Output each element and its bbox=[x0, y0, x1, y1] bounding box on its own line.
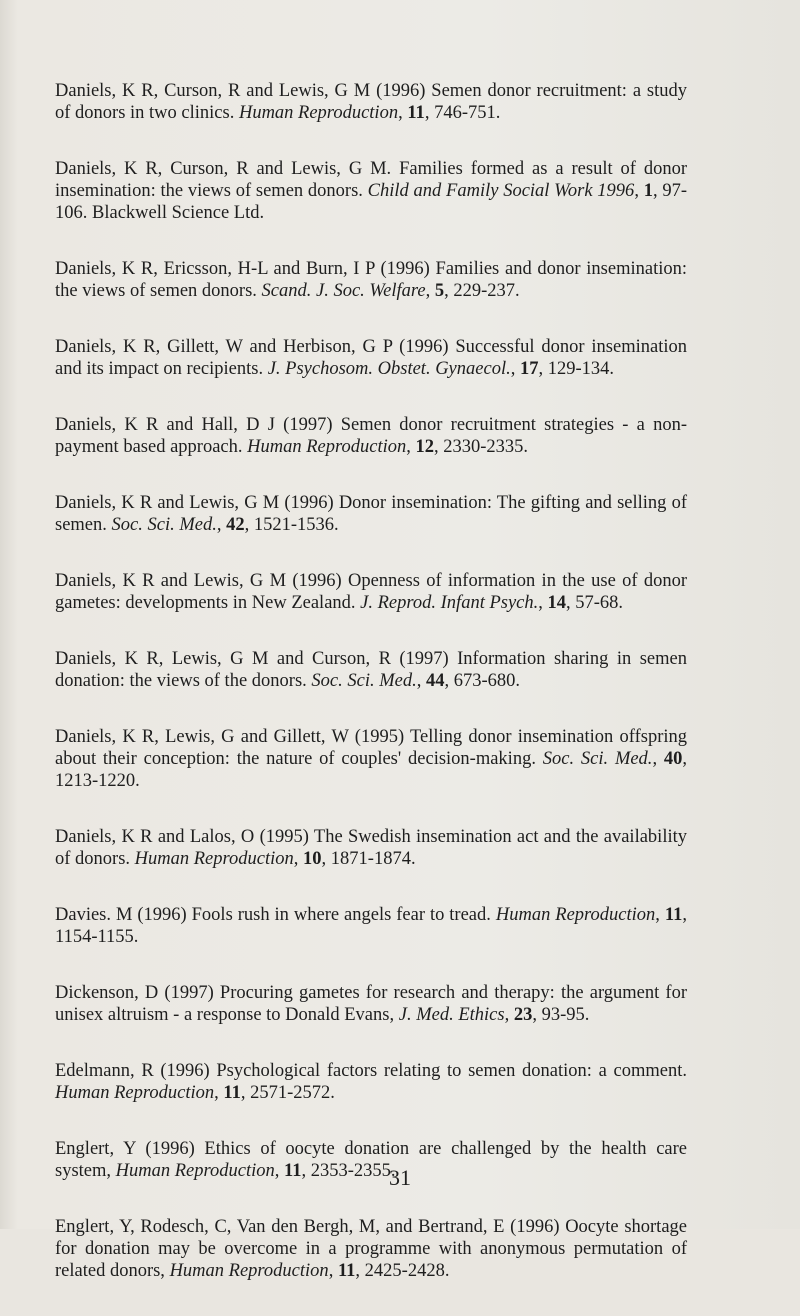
reference-journal: Human Reproduction bbox=[238, 103, 399, 123]
reference-journal: Human Reproduction bbox=[115, 1161, 275, 1181]
reference-entry bbox=[55, 726, 687, 792]
reference-volume: 14 bbox=[547, 593, 567, 613]
reference-volume: 11 bbox=[664, 905, 683, 925]
reference-pages: , 746-751. bbox=[424, 103, 501, 123]
reference-entry bbox=[55, 648, 687, 692]
reference-journal: Soc. Sci. Med. bbox=[542, 749, 653, 769]
reference-pages: , 1154-1155. bbox=[55, 905, 687, 947]
reference-entry bbox=[55, 904, 687, 948]
reference-separator: , bbox=[328, 1261, 338, 1281]
reference-entry bbox=[55, 570, 687, 614]
reference-journal: J. Med. Ethics bbox=[398, 1005, 505, 1025]
reference-journal: Soc. Sci. Med. bbox=[111, 515, 217, 535]
reference-pages: , 57-68. bbox=[566, 593, 624, 613]
reference-text: Daniels, K R and Hall, D J (1997) Semen donor recruitment strategies - a non-payment based approach. bbox=[55, 415, 687, 457]
reference-text: Dickenson, D (1997) Procuring gametes for research and therapy: the argument for unisex altruism - a response to Donald Evans, bbox=[55, 983, 687, 1025]
reference-separator: , bbox=[416, 671, 426, 691]
reference-separator: , bbox=[652, 749, 664, 769]
reference-text: Daniels, K R, Ericsson, H-L and Burn, I P (1996) Families and donor insemination: the views of semen donors. bbox=[55, 259, 687, 301]
reference-volume: 40 bbox=[663, 749, 683, 769]
reference-volume: 11 bbox=[284, 1161, 302, 1181]
reference-volume: 42 bbox=[226, 515, 245, 535]
reference-volume: 1 bbox=[643, 181, 653, 201]
reference-pages: , 229-237. bbox=[444, 281, 520, 301]
page-number: 31 bbox=[389, 1165, 411, 1190]
reference-journal: Human Reproduction bbox=[169, 1261, 329, 1281]
reference-text: Daniels, K R, Lewis, G and Gillett, W (1995) Telling donor insemination offspring about their conception: the nature of couples' decision-making. bbox=[55, 727, 687, 769]
reference-separator: , bbox=[214, 1083, 224, 1103]
reference-volume: 17 bbox=[519, 359, 539, 379]
reference-text: Englert, Y, Rodesch, C, Van den Bergh, M, and Bertrand, E (1996) Oocyte shortage for donation may be overcome in a programme with anonymous permutation of related donors, bbox=[55, 1217, 687, 1281]
reference-entry bbox=[55, 336, 687, 380]
reference-separator: , bbox=[538, 593, 548, 613]
reference-text: Daniels, K R, Curson, R and Lewis, G M (1996) Semen donor recruitment: a study of donors in two clinics. bbox=[55, 81, 687, 123]
reference-volume: 5 bbox=[434, 281, 445, 301]
reference-entry bbox=[55, 1216, 687, 1282]
reference-entry bbox=[55, 80, 687, 124]
reference-separator: , bbox=[406, 437, 416, 457]
reference-pages: , 97-106. Blackwell Science Ltd. bbox=[55, 181, 687, 223]
reference-separator: , bbox=[425, 281, 435, 301]
reference-entry bbox=[55, 826, 687, 870]
reference-volume: 12 bbox=[415, 437, 434, 457]
reference-pages: , 673-680. bbox=[444, 671, 520, 691]
reference-entry bbox=[55, 258, 687, 302]
reference-journal: J. Reprod. Infant Psych. bbox=[360, 593, 539, 613]
reference-journal: Child and Family Social Work 1996 bbox=[367, 181, 635, 201]
reference-journal: Soc. Sci. Med. bbox=[311, 671, 417, 691]
reference-pages: , 2571-2572. bbox=[240, 1083, 335, 1103]
reference-pages: , 1521-1536. bbox=[244, 515, 339, 535]
reference-separator: , bbox=[398, 103, 408, 123]
reference-volume: 44 bbox=[425, 671, 445, 691]
reference-separator: , bbox=[655, 905, 665, 925]
reference-pages: , 93-95. bbox=[532, 1005, 590, 1025]
reference-list bbox=[55, 80, 687, 1316]
reference-journal: Scand. J. Soc. Welfare bbox=[261, 281, 426, 301]
reference-separator: , bbox=[504, 1005, 514, 1025]
reference-text: Daniels, K R and Lewis, G M (1996) Openness of information in the use of donor gametes: developments in New Zealand. bbox=[55, 571, 687, 613]
reference-entry bbox=[55, 414, 687, 458]
reference-text: Edelmann, R (1996) Psychological factors relating to semen donation: a comment. bbox=[55, 1061, 687, 1081]
reference-separator: , bbox=[510, 359, 520, 379]
reference-volume: 11 bbox=[407, 103, 425, 123]
reference-journal: J. Psychosom. Obstet. Gynaecol. bbox=[267, 359, 511, 379]
reference-journal: Human Reproduction bbox=[134, 849, 294, 869]
reference-pages: , 2425-2428. bbox=[355, 1261, 450, 1281]
reference-text: Daniels, K R, Lewis, G M and Curson, R (1997) Information sharing in semen donation: the views of the donors. bbox=[55, 649, 687, 691]
reference-entry bbox=[55, 982, 687, 1026]
reference-separator: , bbox=[634, 181, 644, 201]
reference-separator: , bbox=[293, 849, 304, 869]
reference-volume: 11 bbox=[223, 1083, 241, 1103]
reference-pages: , 2353-2355. bbox=[301, 1161, 396, 1181]
reference-text: Englert, Y (1996) Ethics of oocyte donation are challenged by the health care system, bbox=[55, 1139, 687, 1181]
reference-pages: , 129-134. bbox=[538, 359, 615, 379]
reference-entry bbox=[55, 492, 687, 536]
reference-journal: Human Reproduction bbox=[55, 1083, 215, 1103]
reference-text: Daniels, K R, Gillett, W and Herbison, G P (1996) Successful donor insemination and its impact on recipients. bbox=[55, 337, 687, 379]
reference-journal: Human Reproduction bbox=[495, 905, 656, 925]
reference-text: Daniels, K R, Curson, R and Lewis, G M. Families formed as a result of donor insemination: the views of semen donors. bbox=[55, 159, 687, 201]
reference-text: Daniels, K R and Lalos, O (1995) The Swedish insemination act and the availability of donors. bbox=[55, 827, 687, 869]
reference-volume: 23 bbox=[513, 1005, 533, 1025]
reference-separator: , bbox=[216, 515, 227, 535]
reference-entry bbox=[55, 158, 687, 224]
reference-pages: , 1871-1874. bbox=[321, 849, 416, 869]
reference-separator: , bbox=[274, 1161, 285, 1181]
reference-pages: , 1213-1220. bbox=[55, 749, 687, 791]
reference-text: Davies. M (1996) Fools rush in where angels fear to tread. bbox=[55, 905, 496, 925]
reference-pages: , 2330-2335. bbox=[434, 437, 529, 457]
reference-volume: 10 bbox=[303, 849, 322, 869]
reference-text: Daniels, K R and Lewis, G M (1996) Donor insemination: The gifting and selling of semen. bbox=[55, 493, 687, 535]
reference-journal: Human Reproduction bbox=[247, 437, 407, 457]
reference-entry bbox=[55, 1060, 687, 1104]
reference-volume: 11 bbox=[337, 1261, 356, 1281]
